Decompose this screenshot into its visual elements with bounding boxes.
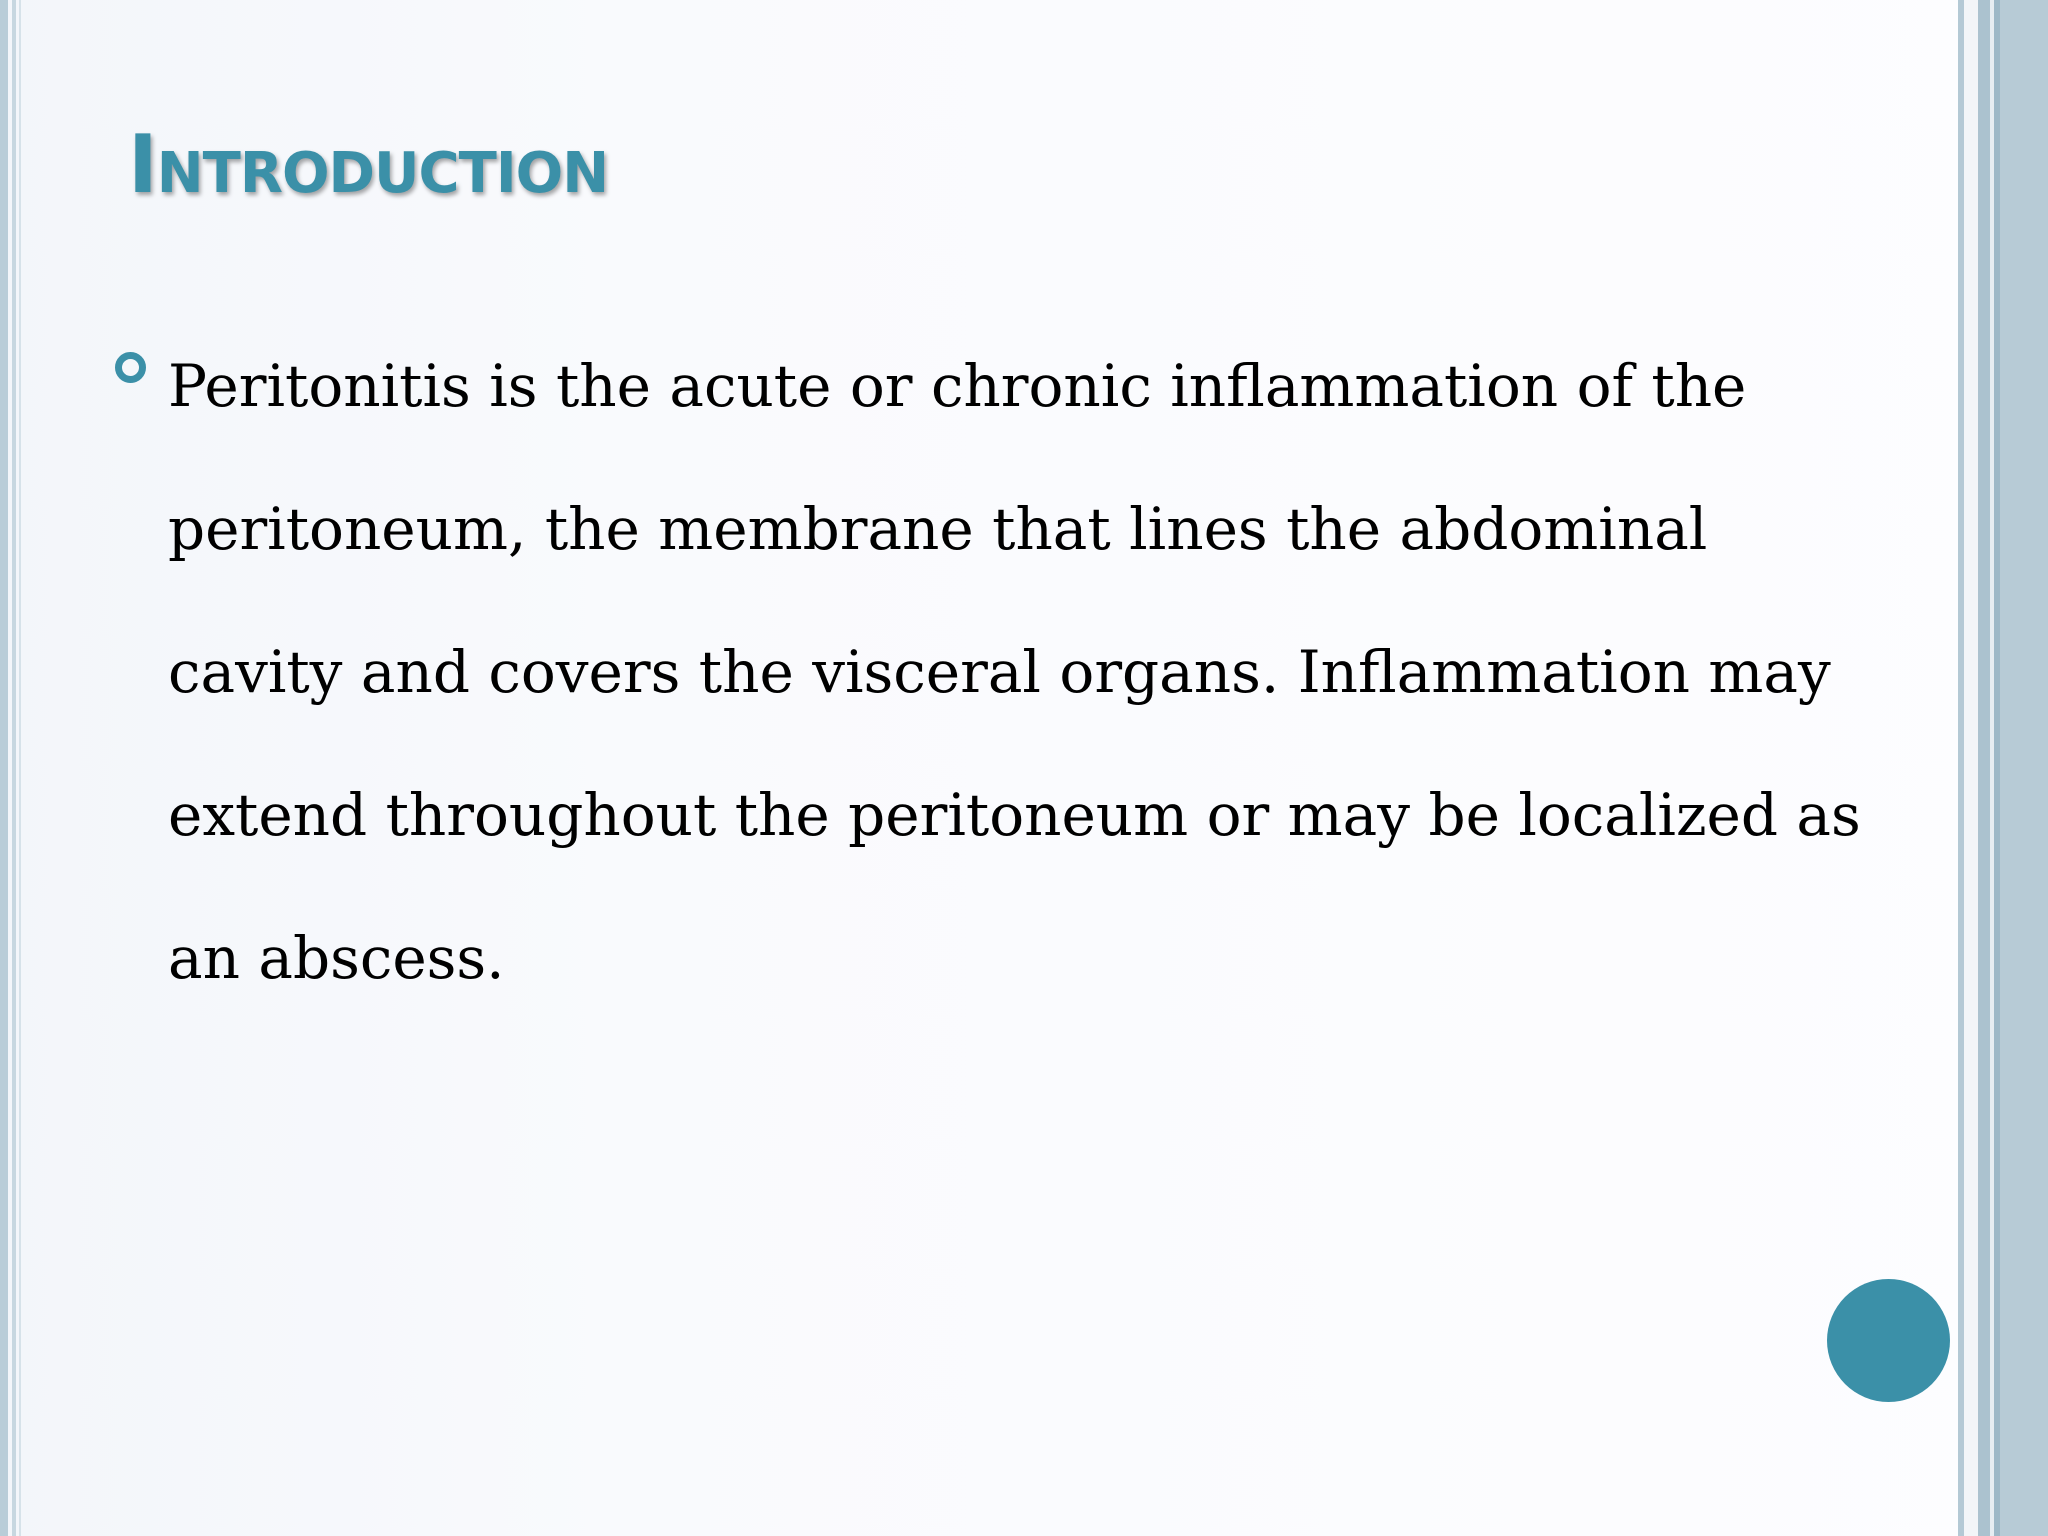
- right-border-stripe: [1964, 0, 1978, 1536]
- slide-title: Introduction: [128, 118, 609, 211]
- right-border-stripe: [1978, 0, 1990, 1536]
- bullet-list: [110, 352, 1890, 1030]
- left-border-line: [12, 0, 16, 1536]
- left-border-line: [19, 0, 21, 1536]
- left-border-line: [0, 0, 8, 1536]
- bullet-item: [110, 315, 1890, 1030]
- bullet-text: Peritonitis is the acute or chronic inflammation of the peritoneum, the membrane that lines the abdominal cavity and covers the visceral organs. Inflammation may extend throughout the peritoneum or may be localized as an abscess.: [168, 352, 1861, 992]
- ring-bullet-icon: [115, 352, 146, 383]
- circle-icon: [1827, 1279, 1950, 1402]
- right-border-stripe: [2000, 0, 2048, 1536]
